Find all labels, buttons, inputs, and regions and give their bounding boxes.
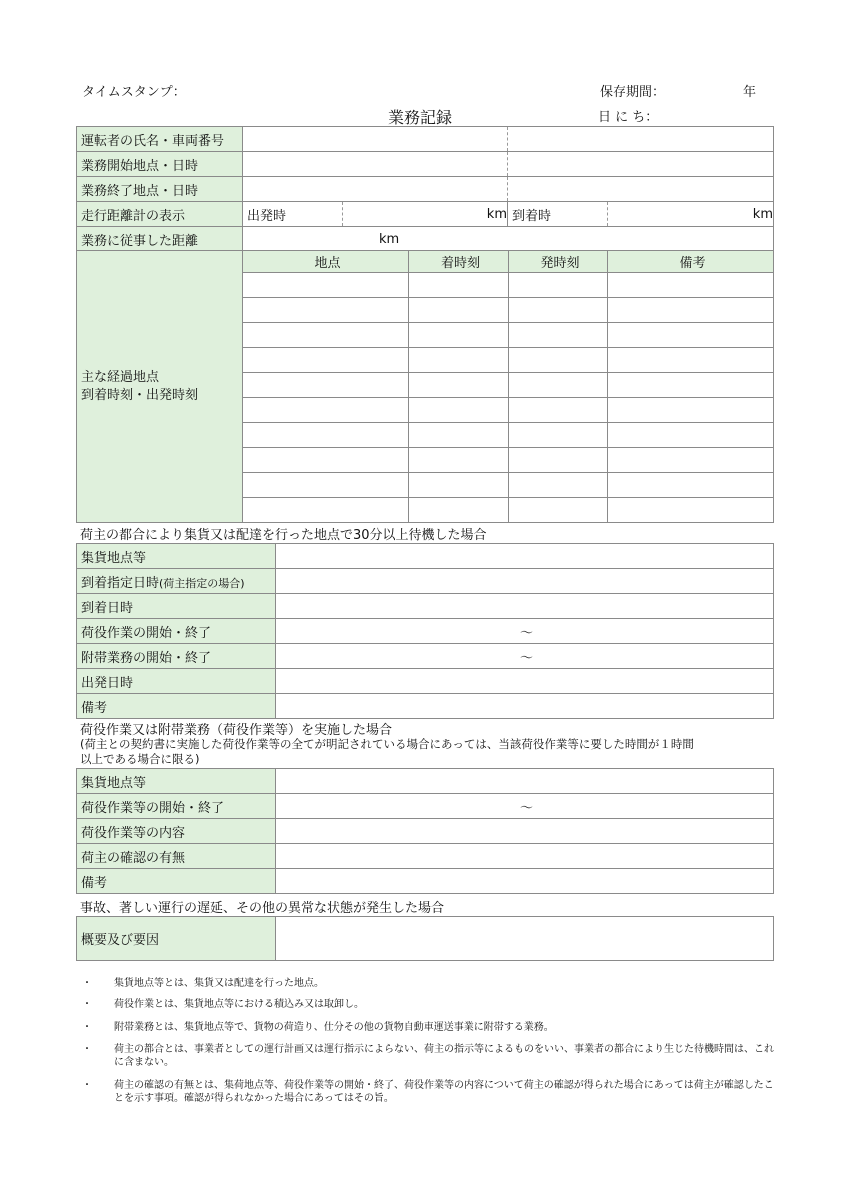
departure-cell[interactable] [509,448,608,473]
route-table [76,250,774,523]
wait-departure-label: 出発日時 [77,669,276,694]
end-location-field[interactable] [243,177,508,202]
arrival-cell[interactable] [409,498,509,523]
km-unit: km [379,231,400,247]
location-cell[interactable] [243,398,409,423]
departure-cell[interactable] [509,348,608,373]
remarks-cell[interactable] [608,473,774,498]
cargo-note-line2: 以上である場合に限る) [80,752,200,766]
route-label-line1: 主な経過地点 [81,369,160,385]
note-text: 荷役作業とは、集貨地点等における積込み又は取卸し。 [114,999,364,1010]
remarks-cell[interactable] [608,398,774,423]
cargo-pickup-label: 集貨地点等 [77,769,276,794]
km-unit: km [752,206,773,222]
bullet: ・ [82,1080,92,1091]
remarks-cell[interactable] [608,448,774,473]
bullet: ・ [82,1044,92,1055]
departure-cell[interactable] [509,273,608,298]
note-text: 荷主の確認の有無とは、集荷地点等、荷役作業等の開始・終了、荷役作業等の内容について荷主の確認が得られた場合にあっては荷主が確認したことを示す事項。確認が得られなかった場合にあってはその旨。 [114,1080,774,1104]
wait-table [76,543,774,719]
wait-heading: 荷主の都合により集貨又は配達を行った地点で30分以上待機した場合 [80,528,487,543]
location-cell[interactable] [243,273,409,298]
start-location-field[interactable] [243,152,508,177]
arrival-cell[interactable] [409,448,509,473]
cargo-confirm-label: 荷主の確認の有無 [77,844,276,869]
cargo-work-time-label: 荷役作業等の開始・終了 [77,794,276,819]
start-datetime-field[interactable] [508,152,774,177]
wait-loading-field[interactable]: ～ [276,619,774,644]
remarks-cell[interactable] [608,423,774,448]
accident-summary-label: 概要及び要因 [77,917,276,961]
accident-heading: 事故、著しい運行の遅延、その他の異常な状態が発生した場合 [80,901,445,916]
arrival-cell[interactable] [409,423,509,448]
location-cell[interactable] [243,473,409,498]
arrival-km-field[interactable] [608,202,774,227]
departure-cell[interactable] [509,498,608,523]
top-table [76,126,774,252]
arrival-cell[interactable] [409,348,509,373]
departure-label: 出発時 [243,202,343,227]
cargo-remarks-label: 備考 [77,869,276,894]
departure-cell[interactable] [509,423,608,448]
location-cell[interactable] [243,498,409,523]
arrival-cell[interactable] [409,323,509,348]
cargo-note-line1: (荷主との契約書に実施した荷役作業等の全てが明記されている場合にあっては、当該荷役作業等に要した時間が１時間 [80,737,694,751]
cargo-content-label: 荷役作業等の内容 [77,819,276,844]
departure-cell[interactable] [509,373,608,398]
wait-remarks-field[interactable] [276,694,774,719]
location-cell[interactable] [243,348,409,373]
note-text: 荷主の都合とは、事業者としての運行計画又は運行指示によらない、荷主の指示等によるものをいい、事業者の都合により生じた待機時間は、これに含まない。 [114,1044,774,1068]
year-label: 年 [743,85,757,100]
wait-pickup-field[interactable] [276,544,774,569]
remarks-cell[interactable] [608,273,774,298]
remarks-cell[interactable] [608,498,774,523]
departure-cell[interactable] [509,398,608,423]
wait-designated-field[interactable] [276,569,774,594]
cargo-note [80,737,694,767]
wait-remarks-label: 備考 [77,694,276,719]
departure-cell[interactable] [509,298,608,323]
location-cell[interactable] [243,373,409,398]
retention-label: 保存期間： [600,85,666,100]
cargo-content-field[interactable] [276,819,774,844]
arrival-cell[interactable] [409,273,509,298]
end-label: 業務終了地点・日時 [77,177,243,202]
wait-designated-sub: (荷主指定の場合) [159,576,245,590]
remarks-cell[interactable] [608,298,774,323]
remarks-cell[interactable] [608,373,774,398]
wait-arrival-label: 到着日時 [77,594,276,619]
cargo-table [76,768,774,894]
arrival-cell[interactable] [409,473,509,498]
location-cell[interactable] [243,448,409,473]
wait-arrival-field[interactable] [276,594,774,619]
cargo-heading: 荷役作業又は附帯業務（荷役作業等）を実施した場合 [80,723,393,738]
accident-table [76,916,774,961]
start-label: 業務開始地点・日時 [77,152,243,177]
departure-km-field[interactable] [343,202,508,227]
location-cell[interactable] [243,298,409,323]
cargo-work-time-field[interactable]: ～ [276,794,774,819]
arrival-label: 到着時 [508,202,608,227]
wait-designated-main: 到着指定日時 [81,575,160,591]
wait-loading-label: 荷役作業の開始・終了 [77,619,276,644]
distance-field[interactable] [243,227,774,252]
bullet: ・ [82,999,92,1010]
wait-designated-label [77,569,276,594]
distance-label: 業務に従事した距離 [77,227,243,252]
wait-pickup-label: 集貨地点等 [77,544,276,569]
column-header-location: 地点 [243,251,409,273]
departure-cell[interactable] [509,323,608,348]
bullet: ・ [82,1022,92,1033]
vehicle-number-field[interactable] [508,127,774,152]
remarks-cell[interactable] [608,323,774,348]
departure-cell[interactable] [509,473,608,498]
cargo-pickup-field[interactable] [276,769,774,794]
driver-name-field[interactable] [243,127,508,152]
end-datetime-field[interactable] [508,177,774,202]
cargo-remarks-field[interactable] [276,869,774,894]
wait-departure-field[interactable] [276,669,774,694]
arrival-cell[interactable] [409,398,509,423]
column-header-departure: 発時刻 [509,251,608,273]
column-header-remarks: 備考 [608,251,774,273]
route-label-line2: 到着時刻・出発時刻 [81,387,199,403]
wait-ancillary-field[interactable]: ～ [276,644,774,669]
arrival-cell[interactable] [409,298,509,323]
note-text: 附帯業務とは、集貨地点等で、貨物の荷造り、仕分その他の貨物自動車運送事業に附帯する業務。 [114,1022,554,1033]
note-text: 集貨地点等とは、集貨又は配達を行った地点。 [114,978,324,989]
date-label: 日 に ち： [598,110,659,125]
odometer-label: 走行距離計の表示 [77,202,243,227]
arrival-cell[interactable] [409,373,509,398]
km-unit: km [486,206,507,222]
column-header-arrival: 着時刻 [409,251,509,273]
driver-label: 運転者の氏名・車両番号 [77,127,243,152]
bullet: ・ [82,978,92,989]
timestamp-label: タイムスタンプ： [82,85,186,100]
location-cell[interactable] [243,323,409,348]
route-label [77,251,243,523]
cargo-confirm-field[interactable] [276,844,774,869]
wait-ancillary-label: 附帯業務の開始・終了 [77,644,276,669]
accident-summary-field[interactable] [276,917,774,961]
remarks-cell[interactable] [608,348,774,373]
location-cell[interactable] [243,423,409,448]
page-title: 業務記録 [388,108,453,127]
